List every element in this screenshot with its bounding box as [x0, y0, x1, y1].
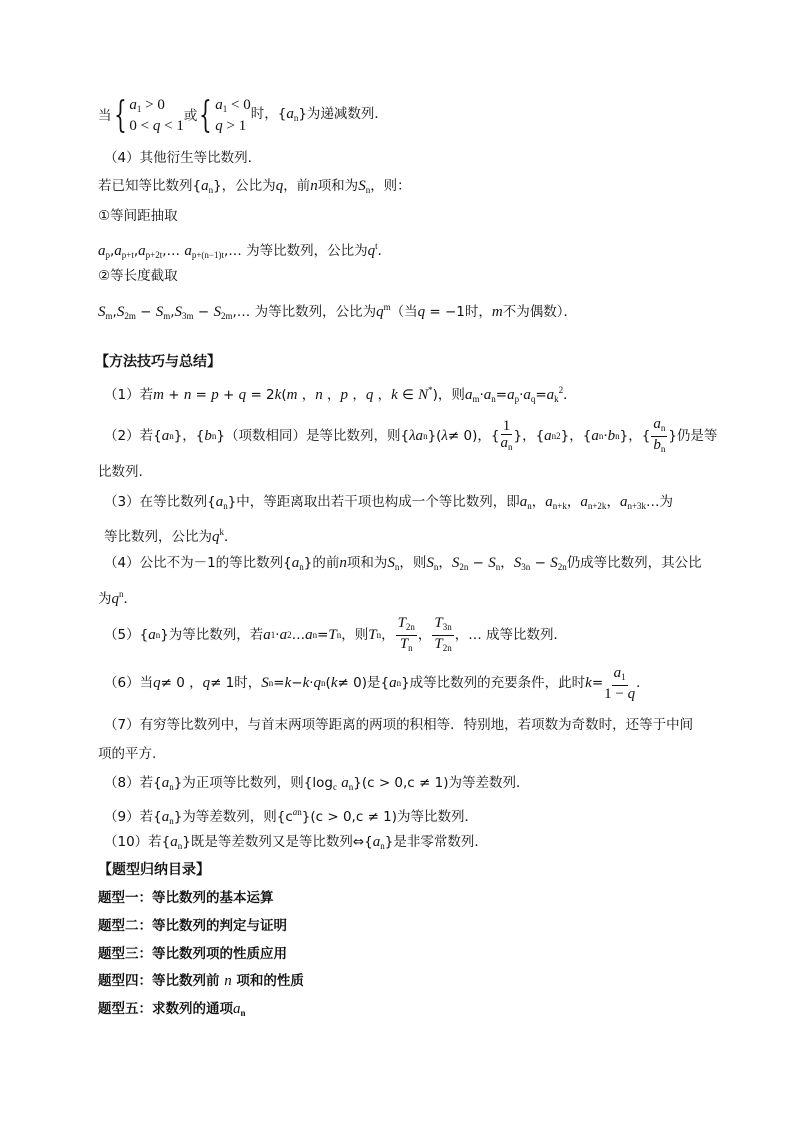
item2-title: ②等长度截取	[98, 268, 178, 284]
catalog-item-4[interactable]: 题型四：等比数列前 n 项和的性质	[98, 973, 304, 989]
fraction: $\frac{1}{a_n}$	[500, 417, 513, 452]
method-item-2: （2）若{ a n }，{ b n }（项数相同）是等比数列，则{ λa n }( λ ≠ 0)，{ $\frac{1}{a_n}$ }，{ a n 2 }，{ a n · b n }，{ $\frac{a_n}{b_n}$ }仍是等	[104, 418, 717, 454]
derived-intro: 若已知等比数列$\{a_n\}$，公比为q，前n项和为$S_n$，则：	[98, 178, 411, 195]
method-item-4: （4）公比不为－1的等比数列$\{a_n\}$的前n项和为$S_n$，则$S_n$，$S_{2n} - S_n$，$S_{3n} - S_{2n}$仍成等比数列，其公比	[104, 555, 702, 572]
case2-system: $a_1 < 0$ q > 1	[215, 97, 251, 134]
method-item-3: （3）在等比数列$\{a_n\}$中，等距离取出若干项也构成一个等比数列，即$a_n$，$a_{n+k}$，$a_{n+2k}$，$a_{n+3k}\dots$为	[104, 494, 674, 511]
method-item-3-cont: 等比数列，公比为$q^k$．	[104, 527, 238, 545]
catalog-item-1[interactable]: 题型一：等比数列的基本运算	[98, 890, 274, 906]
method-item-8: （8）若$\{a_n\}$为正项等比数列，则{$\log_c$ $a_n\}(c > 0,c \ne 1)$为等差数列．	[104, 775, 530, 792]
method-item-4-cont: 为$q^n$．	[98, 589, 137, 607]
method-item-7-cont: 项的平方.	[98, 746, 157, 762]
method-item-2-cont: 比数列.	[98, 464, 143, 480]
fraction: $\frac{T_{2n}}{T_n}$	[397, 614, 415, 653]
left-brace-icon: {	[113, 95, 127, 136]
left-brace-icon: {	[199, 95, 213, 136]
catalog-item-3[interactable]: 题型三：等比数列项的性质应用	[98, 946, 287, 962]
case1-system: $a_1 > 0$ 0 < q < 1	[129, 97, 184, 134]
methods-heading: 【方法技巧与总结】	[95, 354, 221, 370]
catalog-heading: 【题型归纳目录】	[98, 862, 210, 878]
prefix-text: 当	[98, 108, 112, 124]
fraction: $\frac{a_n}{b_n}$	[653, 415, 666, 454]
item1-title: ①等间距抽取	[98, 208, 178, 224]
fraction: $\frac{T_{3n}}{T_{2n}}$	[434, 614, 452, 653]
suffix-text: 时，$\{a_n\}$为递减数列．	[250, 106, 388, 123]
method-item-6: （6）当 q ≠ 0 ， q ≠ 1时， S n = k − k · q n ( k ≠ 0)是{ a n }成等比数列的充要条件，此时 k = $\frac{a_1}{1 - q}$ ．	[104, 664, 650, 702]
method-item-9: （9）若$\{a_n\}$为等差数列，则$\{c^{an}\}(c > 0,c \ne 1)$为等比数列．	[104, 807, 479, 826]
catalog-item-2[interactable]: 题型二：等比数列的判定与证明	[98, 918, 287, 934]
decreasing-condition	[98, 96, 388, 136]
or-text: 或	[183, 108, 198, 124]
method-item-7: （7）有穷等比数列中，与首末两项等距离的两项的积相等．特别地，若项数为奇数时，还等于中间	[104, 717, 694, 733]
catalog-item-5[interactable]: 题型五：求数列的通项$a_n$	[98, 1001, 246, 1018]
fraction: $\frac{a_1}{1 - q}$	[604, 664, 636, 702]
method-item-10: （10）若$\{a_n\}$既是等差数列又是等比数列$\Leftrightarrow\{a_n\}$是非零常数列．	[104, 834, 488, 851]
method-item-5: （5）{ a n }为等比数列，若 a 1 · a 2 … a n = T n ，则 T n ， $\frac{T_{2n}}{T_n}$ ， $\frac{T_{3n}}{T_{2n}}$ ，… 成等比数列．	[104, 617, 567, 653]
item2-formula: $S_m,S_{2m} - S_m,S_{3m}$ − $S_{2m},\dots$ 为等比数列，公比为$q^m$（当q = −1时，m不为偶数）．	[98, 302, 577, 321]
item1-formula: $a_p,a_{p+t},a_{p+2t},\dots$ $a_{p+(n-1)t},\dots$ 为等比数列，公比为$q^t$．	[98, 241, 392, 260]
derived-title: （4）其他衍生等比数列.	[104, 150, 252, 166]
method-item-1: （1）若m + n = p + q = 2k(m ，n ，p ，q ，k ∈ N*)，则$a_m\cdot a_n=a_p\cdot a_q=a_k^2$．	[104, 385, 577, 404]
